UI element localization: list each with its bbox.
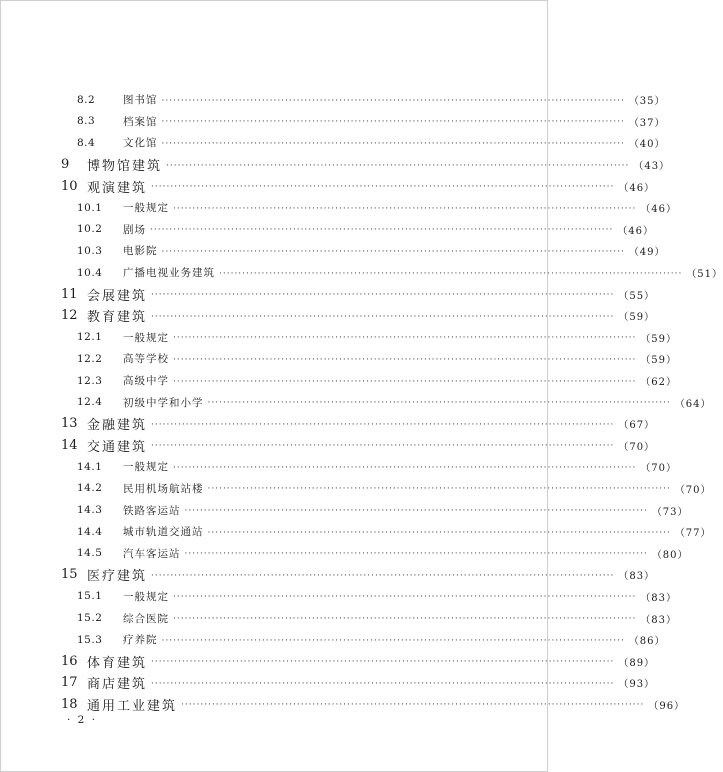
toc-entry-title: 电影院	[123, 245, 158, 258]
toc-entry-page: （83）	[618, 571, 656, 583]
dot-leader: ························································································································	[151, 570, 615, 581]
toc-entry-page: （59）	[618, 312, 656, 324]
toc-section-entry	[61, 327, 678, 349]
dot-leader: ························································································································	[181, 700, 645, 711]
toc-entry-title: 一般规定	[123, 461, 169, 474]
toc-entry-title: 会展建筑	[87, 288, 148, 304]
toc-chapter-entry	[61, 564, 656, 586]
toc-entry-page: （80）	[651, 549, 689, 561]
toc-section-entry	[61, 262, 723, 284]
toc-entry-number: 15.2	[77, 612, 103, 625]
toc-entry-title: 城市轨道交通站	[123, 526, 204, 539]
toc-entry-title: 文化馆	[123, 137, 158, 150]
toc-entry-page: （73）	[651, 506, 689, 518]
toc-entry-page: （64）	[674, 398, 712, 410]
toc-entry-title: 交通建筑	[87, 439, 148, 455]
toc-chapter-entry	[61, 650, 656, 672]
toc-entry-number: 12	[61, 308, 78, 324]
toc-entry-title: 教育建筑	[87, 310, 148, 326]
toc-section-entry	[61, 89, 666, 111]
toc-section-entry	[61, 499, 689, 521]
dot-leader: ························································································································	[173, 462, 637, 473]
dot-leader: ························································································································	[151, 290, 615, 301]
toc-entry-page: （86）	[628, 636, 666, 648]
dot-leader: ························································································································	[173, 592, 637, 603]
toc-entry-title: 通用工业建筑	[87, 698, 178, 714]
toc-entry-number: 11	[61, 286, 78, 302]
toc-entry-number: 8.3	[77, 115, 96, 128]
toc-entry-title: 初级中学和小学	[123, 396, 204, 409]
dot-leader: ························································································································	[161, 246, 625, 257]
toc-section-entry	[61, 240, 666, 262]
toc-entry-title: 商店建筑	[87, 677, 148, 693]
toc-chapter-entry	[61, 154, 671, 176]
toc-section-entry	[61, 111, 666, 133]
toc-entry-number: 12.3	[77, 374, 103, 387]
dot-leader: ························································································································	[173, 354, 637, 365]
toc-entry-page: （83）	[640, 614, 678, 626]
toc-entry-page: （70）	[640, 463, 678, 475]
toc-entry-number: 17	[61, 675, 78, 691]
dot-leader: ························································································································	[173, 333, 637, 344]
dot-leader: ························································································································	[151, 657, 615, 668]
page-number: · 2 ·	[67, 714, 98, 726]
dot-leader: ························································································································	[173, 203, 637, 214]
toc-chapter-entry	[61, 305, 656, 327]
toc-chapter-entry	[61, 672, 656, 694]
toc-entry-number: 9	[61, 157, 70, 173]
toc-entry-title: 医疗建筑	[87, 569, 148, 585]
dot-leader: ························································································································	[151, 182, 615, 193]
toc-entry-title: 民用机场航站楼	[123, 482, 204, 495]
toc-entry-title: 档案馆	[123, 115, 158, 128]
toc-entry-number: 14.5	[77, 547, 103, 560]
toc-section-entry	[61, 197, 678, 219]
toc-entry-page: （55）	[618, 290, 656, 302]
dot-leader: ························································································································	[184, 506, 648, 517]
toc-entry-page: （93）	[618, 679, 656, 691]
toc-entry-number: 12.4	[77, 396, 103, 409]
toc-section-entry	[61, 478, 712, 500]
toc-section-entry	[61, 370, 678, 392]
toc-entry-page: （49）	[628, 247, 666, 259]
toc-section-entry	[61, 586, 678, 608]
toc-entry-page: （83）	[640, 592, 678, 604]
dot-leader: ························································································································	[207, 527, 671, 538]
toc-entry-number: 10.4	[77, 266, 103, 279]
toc-chapter-entry	[61, 175, 656, 197]
toc-entry-title: 体育建筑	[87, 655, 148, 671]
table-of-contents	[61, 89, 723, 715]
toc-section-entry	[61, 348, 678, 370]
toc-entry-number: 15.1	[77, 590, 103, 603]
toc-entry-page: （62）	[640, 377, 678, 389]
toc-entry-number: 14.2	[77, 482, 103, 495]
toc-entry-title: 一般规定	[123, 590, 169, 603]
dot-leader: ························································································································	[151, 678, 615, 689]
toc-chapter-entry	[61, 435, 656, 457]
toc-entry-page: （46）	[640, 204, 678, 216]
toc-section-entry	[61, 542, 689, 564]
dot-leader: ························································································································	[161, 635, 625, 646]
dot-leader: ························································································································	[161, 95, 625, 106]
toc-entry-number: 14.3	[77, 504, 103, 517]
toc-entry-number: 18	[61, 696, 78, 712]
toc-entry-page: （77）	[674, 528, 712, 540]
toc-entry-number: 10	[61, 178, 78, 194]
dot-leader: ························································································································	[207, 484, 671, 495]
toc-chapter-entry	[61, 283, 656, 305]
toc-entry-page: （35）	[628, 96, 666, 108]
toc-entry-title: 博物馆建筑	[87, 159, 163, 175]
toc-entry-title: 综合医院	[123, 612, 169, 625]
toc-entry-number: 15.3	[77, 633, 103, 646]
toc-entry-page: （46）	[617, 225, 655, 237]
dot-leader: ························································································································	[173, 614, 637, 625]
dot-leader: ························································································································	[161, 117, 625, 128]
toc-entry-number: 10.3	[77, 244, 103, 257]
toc-entry-number: 14.4	[77, 525, 103, 538]
toc-entry-title: 剧场	[123, 223, 146, 236]
toc-entry-page: （46）	[618, 182, 656, 194]
dot-leader: ························································································································	[151, 311, 615, 322]
toc-entry-page: （40）	[628, 139, 666, 151]
toc-entry-page: （59）	[640, 355, 678, 367]
dot-leader: ························································································································	[151, 419, 615, 430]
dot-leader: ························································································································	[161, 138, 625, 149]
toc-entry-number: 16	[61, 653, 78, 669]
dot-leader: ························································································································	[166, 160, 630, 171]
toc-entry-number: 10.2	[77, 223, 103, 236]
toc-entry-page: （43）	[633, 161, 671, 173]
toc-entry-title: 金融建筑	[87, 418, 148, 434]
toc-entry-title: 图书馆	[123, 94, 158, 107]
toc-entry-title: 广播电视业务建筑	[123, 267, 215, 280]
toc-section-entry	[61, 607, 678, 629]
toc-entry-number: 8.4	[77, 136, 96, 149]
toc-entry-number: 15	[61, 567, 78, 583]
toc-entry-page: （59）	[640, 333, 678, 345]
dot-leader: ························································································································	[173, 376, 637, 387]
dot-leader: ························································································································	[151, 441, 615, 452]
toc-entry-number: 14	[61, 437, 78, 453]
toc-chapter-entry	[61, 694, 686, 716]
toc-section-entry	[61, 456, 678, 478]
toc-entry-number: 12.1	[77, 331, 103, 344]
toc-entry-title: 一般规定	[123, 202, 169, 215]
toc-section-entry	[61, 132, 666, 154]
dot-leader: ························································································································	[150, 225, 614, 236]
toc-entry-title: 高级中学	[123, 375, 169, 388]
toc-entry-page: （96）	[648, 700, 686, 712]
toc-entry-title: 高等学校	[123, 353, 169, 366]
toc-section-entry	[61, 629, 666, 651]
toc-entry-title: 铁路客运站	[123, 504, 181, 517]
toc-entry-page: （67）	[618, 420, 656, 432]
toc-entry-number: 13	[61, 416, 78, 432]
toc-entry-page: （51）	[686, 269, 723, 281]
toc-entry-title: 汽车客运站	[123, 547, 181, 560]
toc-entry-page: （89）	[618, 657, 656, 669]
toc-entry-page: （37）	[628, 117, 666, 129]
toc-entry-page: （70）	[618, 441, 656, 453]
toc-entry-number: 12.2	[77, 352, 103, 365]
dot-leader: ························································································································	[207, 398, 671, 409]
toc-section-entry	[61, 219, 655, 241]
dot-leader: ························································································································	[219, 268, 683, 279]
toc-section-entry	[61, 391, 712, 413]
toc-entry-title: 一般规定	[123, 331, 169, 344]
toc-section-entry	[61, 521, 712, 543]
toc-entry-number: 10.1	[77, 201, 103, 214]
toc-chapter-entry	[61, 413, 656, 435]
toc-entry-title: 观演建筑	[87, 180, 148, 196]
toc-entry-number: 8.2	[77, 93, 96, 106]
toc-entry-page: （70）	[674, 484, 712, 496]
toc-entry-number: 14.1	[77, 460, 103, 473]
toc-entry-title: 疗养院	[123, 634, 158, 647]
dot-leader: ························································································································	[184, 549, 648, 560]
